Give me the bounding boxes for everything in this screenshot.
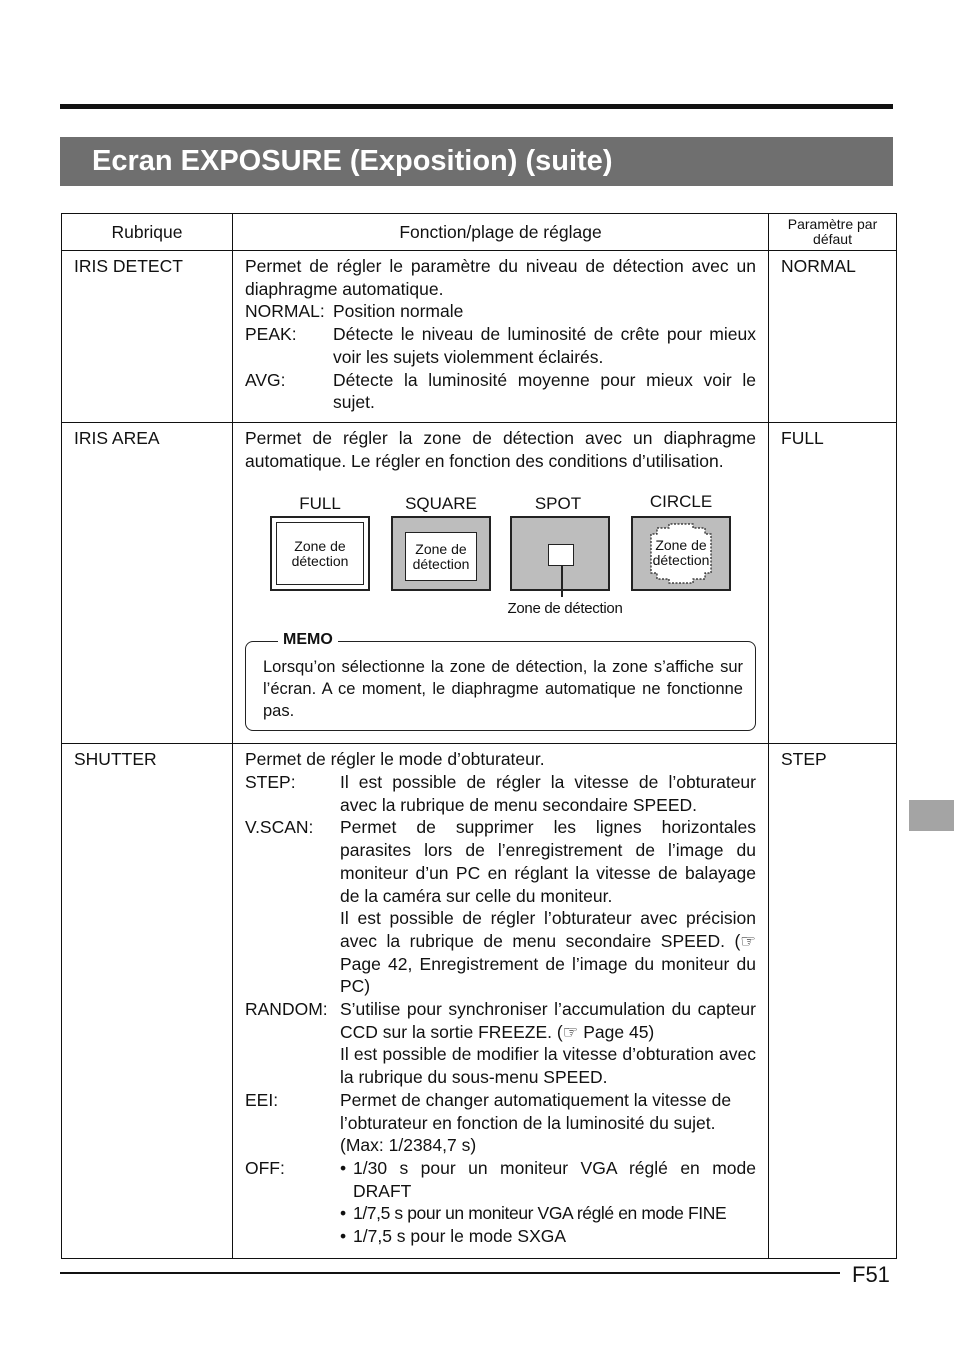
bullet: • <box>340 1203 347 1224</box>
row-name: IRIS DETECT <box>62 251 233 423</box>
row-intro: Permet de régler la zone de détection avec un diaphragme automatique. Le régler en fonction des conditions d’utilisation. <box>245 427 756 471</box>
spot-leader-line <box>561 565 563 597</box>
option-key: STEP: <box>245 772 296 793</box>
full-mode-screen <box>270 516 370 591</box>
option-eei <box>245 1089 756 1157</box>
zone-label-line1: Zone de <box>415 540 467 557</box>
bullet: • <box>340 1226 347 1247</box>
option-off <box>245 1157 756 1248</box>
row-default: FULL <box>769 422 897 743</box>
zone-label-line2: détection <box>412 555 470 572</box>
option-value: Il est possible de régler la vitesse de l’obturateur avec la rubrique de menu secondaire SPEED. <box>340 772 756 815</box>
spot-mode-screen <box>510 516 610 591</box>
row-name: SHUTTER <box>62 744 233 1258</box>
full-zone-area <box>276 522 364 585</box>
option-value: Permet de supprimer les lignes horizontales parasites lors de l’enregistrement de l’image du moniteur d’un PC en réglant la vitesse de balayage de la caméra sur celle du moniteur. <box>340 817 756 906</box>
memo-box <box>245 631 756 731</box>
bullet-text: 1/7,5 s pour le mode SXGA <box>353 1226 567 1247</box>
row-default: STEP <box>769 744 897 1258</box>
option-avg <box>245 369 756 416</box>
page-number: F51 <box>852 1262 890 1287</box>
option-key: V.SCAN: <box>245 817 314 838</box>
option-value: Détecte le niveau de luminosité de crête pour mieux voir les sujets violemment éclairés. <box>333 324 756 367</box>
list-item <box>340 1202 756 1225</box>
zone-label-line2: détection <box>291 552 349 569</box>
square-mode-screen <box>391 516 491 591</box>
bullet-text: 1/7,5 s pour un moniteur VGA réglé en mode FINE <box>353 1203 727 1224</box>
diagram-label-square: SQUARE <box>405 494 477 514</box>
option-value: Détecte la luminosité moyenne pour mieux voir le sujet. <box>333 369 756 413</box>
spot-zone-area <box>548 544 574 566</box>
row-intro: Permet de régler le mode d’obturateur. <box>245 749 545 770</box>
bottom-rule <box>60 1272 840 1274</box>
spot-zone-label: Zone de détection <box>507 600 623 618</box>
memo-title: MEMO <box>278 630 338 650</box>
square-zone-area <box>405 532 477 581</box>
option-normal <box>245 300 756 323</box>
zone-label-line1: Zone de <box>655 537 707 554</box>
circle-zone-label <box>646 538 716 568</box>
option-value-group <box>340 816 756 998</box>
bullet-text: 1/30 s pour un moniteur VGA réglé en mode DRAFT <box>353 1157 756 1201</box>
option-value: S’utilise pour synchroniser l’accumulation du capteur CCD sur la sortie FREEZE. (☞ Page 45) <box>340 999 756 1042</box>
option-value-group <box>340 998 756 1089</box>
section-tab <box>909 800 954 831</box>
option-key: RANDOM: <box>245 999 328 1020</box>
row-function <box>233 744 769 1258</box>
diagram-label-circle: CIRCLE <box>649 492 713 512</box>
row-function <box>233 422 769 743</box>
header-parametre <box>769 214 897 251</box>
table-header-row <box>62 214 897 251</box>
option-key: PEAK: <box>245 324 297 345</box>
option-value: Il est possible de régler l’obturateur avec précision avec la rubrique de menu secondaire SPEED. (☞ Page 42, Enregistrement de l’image du moniteur du PC) <box>340 908 756 997</box>
circle-mode-screen <box>631 516 731 591</box>
row-function <box>233 251 769 423</box>
list-item <box>340 1225 756 1248</box>
settings-table <box>61 213 897 1259</box>
option-key: EEI: <box>245 1089 279 1110</box>
zone-label-line1: Zone de <box>294 537 346 554</box>
header-parametre-line2: défaut <box>813 231 852 247</box>
option-peak <box>245 323 756 368</box>
option-key: OFF: <box>245 1157 285 1178</box>
memo-text: Lorsqu’on sélectionne la zone de détection, la zone s’affiche sur l’écran. A ce moment, le diaphragme automatique ne fonctionne pas. <box>263 658 743 721</box>
row-name: IRIS AREA <box>62 422 233 743</box>
iris-area-diagram <box>245 482 756 637</box>
page-title: Ecran EXPOSURE (Exposition) (suite) <box>60 137 893 186</box>
bullet: • <box>340 1157 347 1178</box>
option-value: Position normale <box>333 301 464 322</box>
header-parametre-line1: Paramètre par <box>787 216 878 232</box>
option-vscan <box>245 816 756 998</box>
option-value: Permet de changer automatiquement la vitesse de l’obturateur en fonction de la luminosité du sujet. (Max: 1/2384,7 s) <box>340 1089 732 1156</box>
table-row-shutter <box>62 744 897 1258</box>
top-rule <box>60 104 893 109</box>
table-row-iris-detect <box>62 251 897 423</box>
diagram-label-full: FULL <box>299 494 341 514</box>
header-rubrique: Rubrique <box>62 214 233 251</box>
option-key: NORMAL: <box>245 301 325 322</box>
diagram-label-spot: SPOT <box>534 494 582 514</box>
header-fonction: Fonction/plage de réglage <box>233 214 769 251</box>
option-value: Il est possible de modifier la vitesse d’obturation avec la rubrique du sous-menu SPEED. <box>340 1044 756 1088</box>
option-step <box>245 771 756 816</box>
option-random <box>245 998 756 1089</box>
option-key: AVG: <box>245 369 286 390</box>
row-default: NORMAL <box>769 251 897 423</box>
zone-label-line2: détection <box>652 552 710 569</box>
option-value-group <box>340 1157 756 1248</box>
list-item <box>340 1157 756 1202</box>
table-row-iris-area <box>62 422 897 743</box>
row-intro: Permet de régler le paramètre du niveau de détection avec un diaphragme automatique. <box>245 256 756 299</box>
